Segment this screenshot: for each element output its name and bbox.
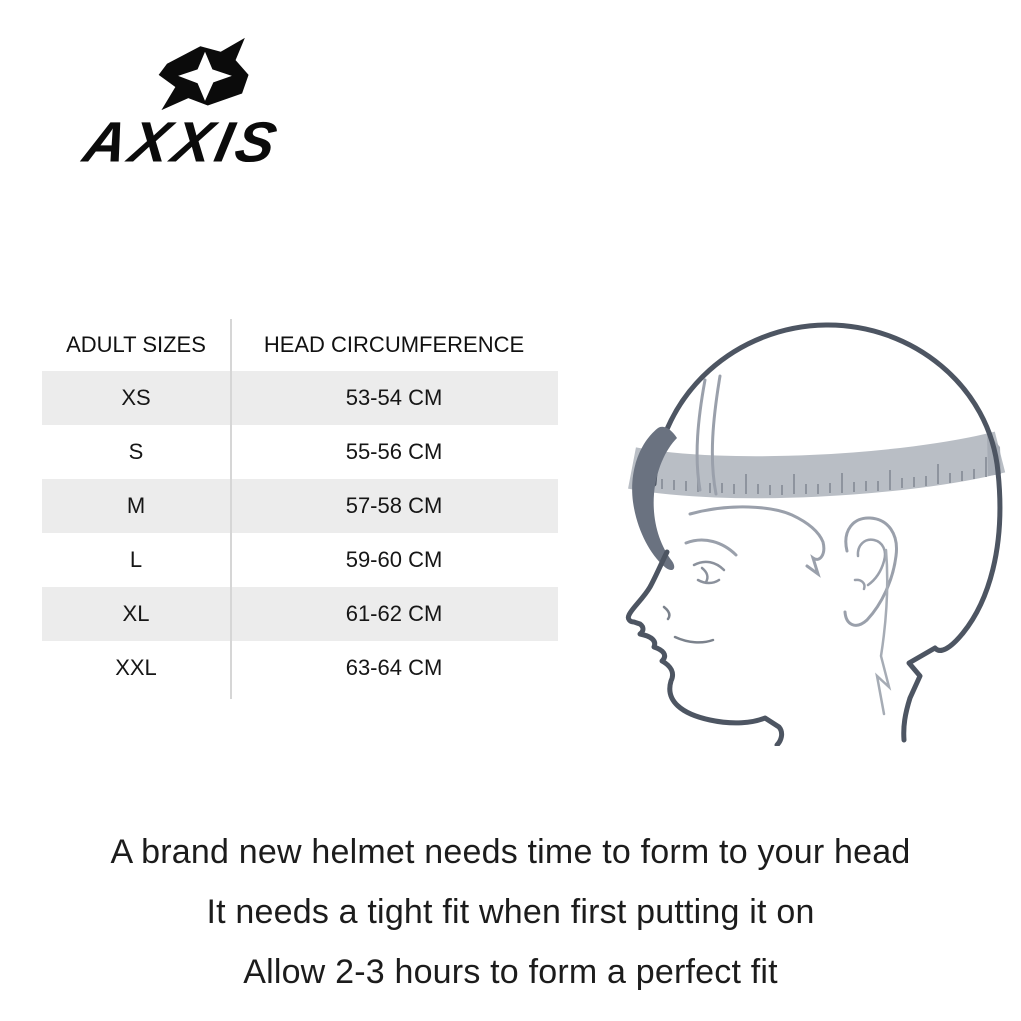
size-cell: S (128, 439, 144, 464)
ear (845, 518, 896, 625)
circumference-cell: 59-60 CM (345, 547, 443, 572)
face-profile (628, 552, 781, 745)
nostril-and-mouth (664, 607, 713, 642)
eye (694, 562, 724, 583)
axxis-logo (68, 36, 296, 175)
inner-ear (855, 540, 885, 589)
circumference-cell: 63-64 CM (345, 655, 443, 680)
head-outline (654, 325, 1000, 740)
circumference-cell: 55-56 CM (345, 439, 443, 464)
size-cell: XXL (115, 655, 157, 680)
advice-line-3: Allow 2-3 hours to form a perfect fit (243, 953, 778, 991)
table-row-xs (42, 371, 558, 425)
size-cell: L (129, 547, 143, 572)
table-column-divider (230, 319, 232, 699)
size-cell: XL (122, 601, 150, 626)
axxis-wordmark: AXXIS (78, 110, 286, 175)
table-body (42, 371, 558, 695)
size-cell: XS (121, 385, 151, 410)
adult-sizes-column-header: ADULT SIZES (66, 332, 206, 357)
head-circumference-column-header: HEAD CIRCUMFERENCE (263, 332, 525, 357)
table-header-row (42, 319, 558, 371)
size-cell: M (126, 493, 146, 518)
head-with-measuring-tape-icon (606, 316, 1014, 746)
table-row-xl (42, 587, 558, 641)
table-row-m (42, 479, 558, 533)
axxis-star-icon (152, 36, 258, 112)
table-row-s (42, 425, 558, 479)
circumference-cell: 57-58 CM (345, 493, 443, 518)
table-row-xxl (42, 641, 558, 695)
eyebrow (686, 540, 736, 555)
table-row-l (42, 533, 558, 587)
advice-line-1: A brand new helmet needs time to form to your head (110, 833, 911, 871)
size-table (42, 319, 558, 695)
circumference-cell: 53-54 CM (345, 385, 443, 410)
fitting-advice (0, 822, 1021, 1002)
advice-line-2: It needs a tight fit when first putting it on (206, 893, 815, 931)
measuring-tape (632, 452, 1000, 477)
circumference-cell: 61-62 CM (345, 601, 443, 626)
